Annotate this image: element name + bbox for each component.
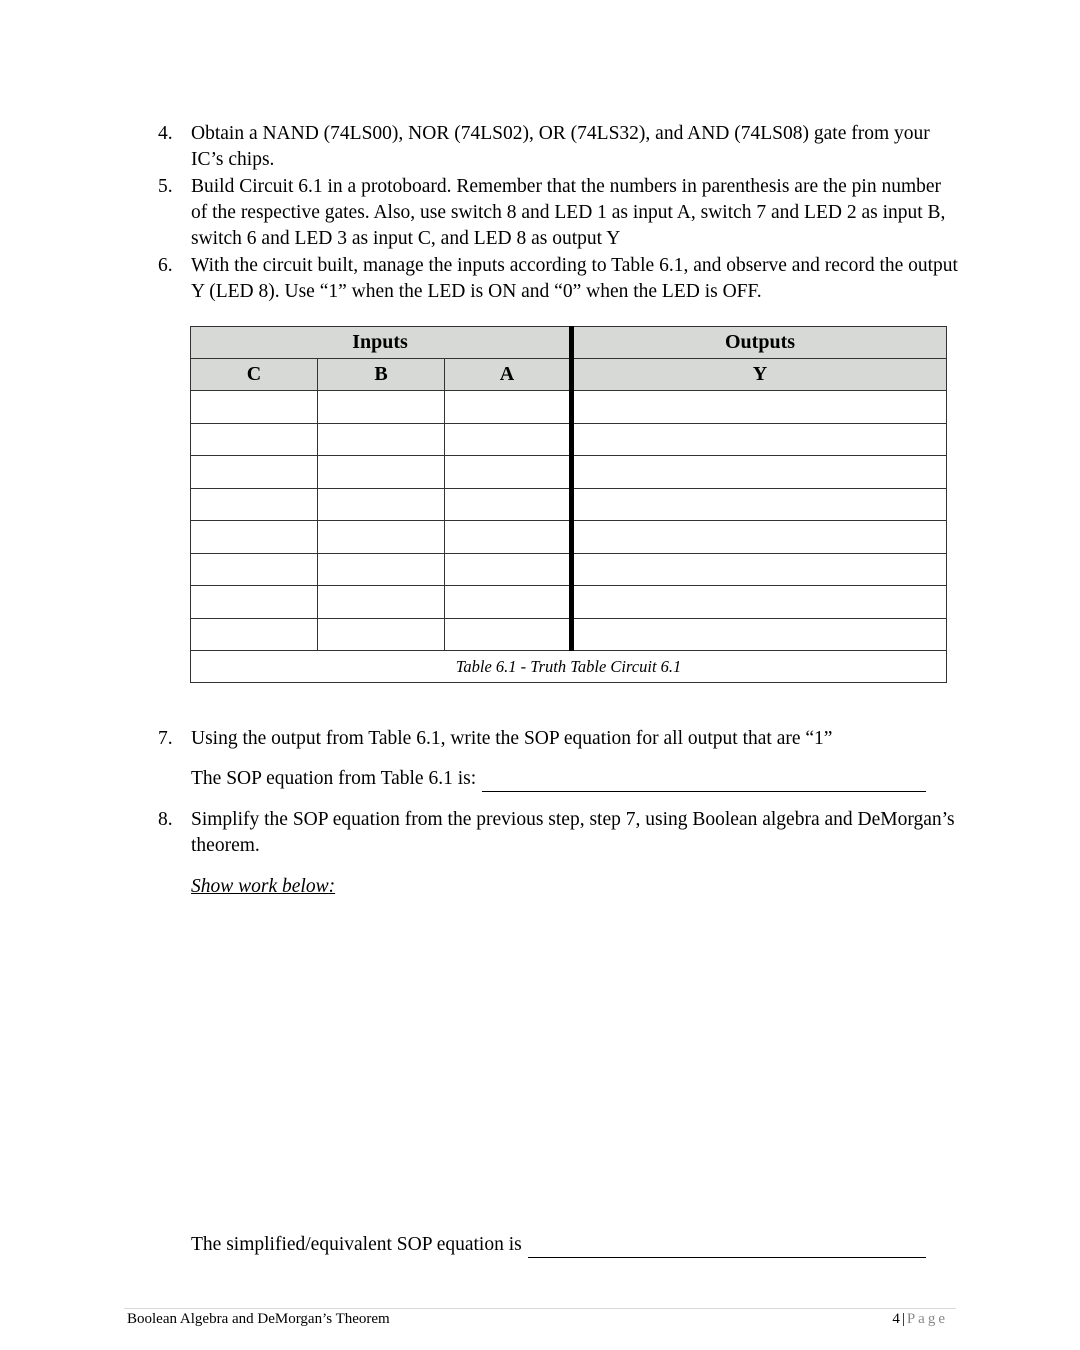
- sop-prompt: The SOP equation from Table 6.1 is:: [191, 768, 477, 789]
- table-cell[interactable]: [572, 391, 947, 424]
- simplified-answer-row: [191, 1232, 926, 1258]
- page-number: 4: [892, 1311, 900, 1327]
- table-row: [191, 456, 947, 489]
- column-header-b: B: [318, 359, 445, 391]
- table-cell[interactable]: [572, 488, 947, 521]
- step-number: 6.: [158, 255, 173, 276]
- simplified-prompt: The simplified/equivalent SOP equation is: [191, 1234, 522, 1255]
- table-cell[interactable]: [191, 391, 318, 424]
- table-cell[interactable]: [445, 423, 572, 456]
- step-6: [158, 253, 958, 305]
- outputs-header: Outputs: [572, 327, 947, 359]
- page-label: Page: [906, 1311, 948, 1327]
- table-cell[interactable]: [318, 423, 445, 456]
- table-cell[interactable]: [318, 391, 445, 424]
- step-text: Obtain a NAND (74LS00), NOR (74LS02), OR (74LS32), and AND (74LS08) gate from your IC’s chips.: [191, 123, 930, 170]
- table-cell[interactable]: [572, 521, 947, 554]
- step-text: Simplify the SOP equation from the previous step, step 7, using Boolean algebra and DeMorgan’s theorem.: [191, 809, 955, 856]
- footer-page-indicator: [892, 1311, 948, 1328]
- table-cell[interactable]: [191, 488, 318, 521]
- step-number: 5.: [158, 176, 173, 197]
- step-text: With the circuit built, manage the inputs according to Table 6.1, and observe and record the output Y (LED 8). Use “1” when the LED is ON and “0” when the LED is OFF.: [191, 255, 958, 302]
- step-text: Build Circuit 6.1 in a protoboard. Remember that the numbers in parenthesis are the pin number of the respective gates. Also, use switch 8 and LED 1 as input A, switch 7 and LED 2 as input B, switch 6 and LED 3 as input C, and LED 8 as output Y: [191, 176, 946, 249]
- table-cell[interactable]: [318, 521, 445, 554]
- table-row: [191, 586, 947, 619]
- column-header-y: Y: [572, 359, 947, 391]
- table-cell[interactable]: [191, 521, 318, 554]
- sop-answer-line[interactable]: [482, 771, 926, 792]
- table-cell[interactable]: [572, 553, 947, 586]
- table-cell[interactable]: [445, 391, 572, 424]
- table-row: [191, 423, 947, 456]
- inputs-header: Inputs: [191, 327, 572, 359]
- table-cell[interactable]: [191, 456, 318, 489]
- table-row: [191, 618, 947, 651]
- step-5: [158, 174, 958, 252]
- step-4: [158, 121, 958, 173]
- step-number: 8.: [158, 809, 173, 830]
- table-cell[interactable]: [572, 586, 947, 619]
- table-cell[interactable]: [191, 423, 318, 456]
- table-cell[interactable]: [318, 488, 445, 521]
- show-work-colon: :: [328, 876, 336, 897]
- footer-divider: [124, 1308, 956, 1309]
- table-cell[interactable]: [318, 553, 445, 586]
- table-cell[interactable]: [191, 618, 318, 651]
- table-row: [191, 521, 947, 554]
- step-text: Using the output from Table 6.1, write the SOP equation for all output that are “1”: [191, 728, 833, 749]
- table-cell[interactable]: [572, 456, 947, 489]
- table-row: [191, 488, 947, 521]
- table-group-header-row: [191, 327, 947, 359]
- table-cell[interactable]: [318, 586, 445, 619]
- table-cell[interactable]: [191, 553, 318, 586]
- truth-table: [190, 326, 947, 683]
- table-cell[interactable]: [445, 618, 572, 651]
- table-column-header-row: [191, 359, 947, 391]
- table-cell[interactable]: [445, 456, 572, 489]
- step-number: 7.: [158, 728, 173, 749]
- table-caption: Table 6.1 - Truth Table Circuit 6.1: [191, 651, 947, 683]
- show-work-label: [191, 874, 335, 900]
- table-cell[interactable]: [572, 618, 947, 651]
- column-header-a: A: [445, 359, 572, 391]
- table-cell[interactable]: [191, 586, 318, 619]
- table-cell[interactable]: [445, 521, 572, 554]
- table-cell[interactable]: [445, 488, 572, 521]
- table-cell[interactable]: [318, 618, 445, 651]
- table-cell[interactable]: [445, 586, 572, 619]
- table-cell[interactable]: [572, 423, 947, 456]
- step-number: 4.: [158, 123, 173, 144]
- sop-answer-row: [191, 766, 926, 792]
- footer-title: Boolean Algebra and DeMorgan’s Theorem: [127, 1311, 390, 1327]
- table-cell[interactable]: [318, 456, 445, 489]
- table-row: [191, 391, 947, 424]
- column-header-c: C: [191, 359, 318, 391]
- show-work-text: Show work below: [191, 876, 329, 897]
- step-7: [158, 726, 958, 752]
- table-cell[interactable]: [445, 553, 572, 586]
- simplified-answer-line[interactable]: [528, 1237, 926, 1258]
- footer-separator: |: [901, 1311, 905, 1327]
- table-caption-row: [191, 651, 947, 683]
- step-8: [158, 807, 958, 859]
- table-row: [191, 553, 947, 586]
